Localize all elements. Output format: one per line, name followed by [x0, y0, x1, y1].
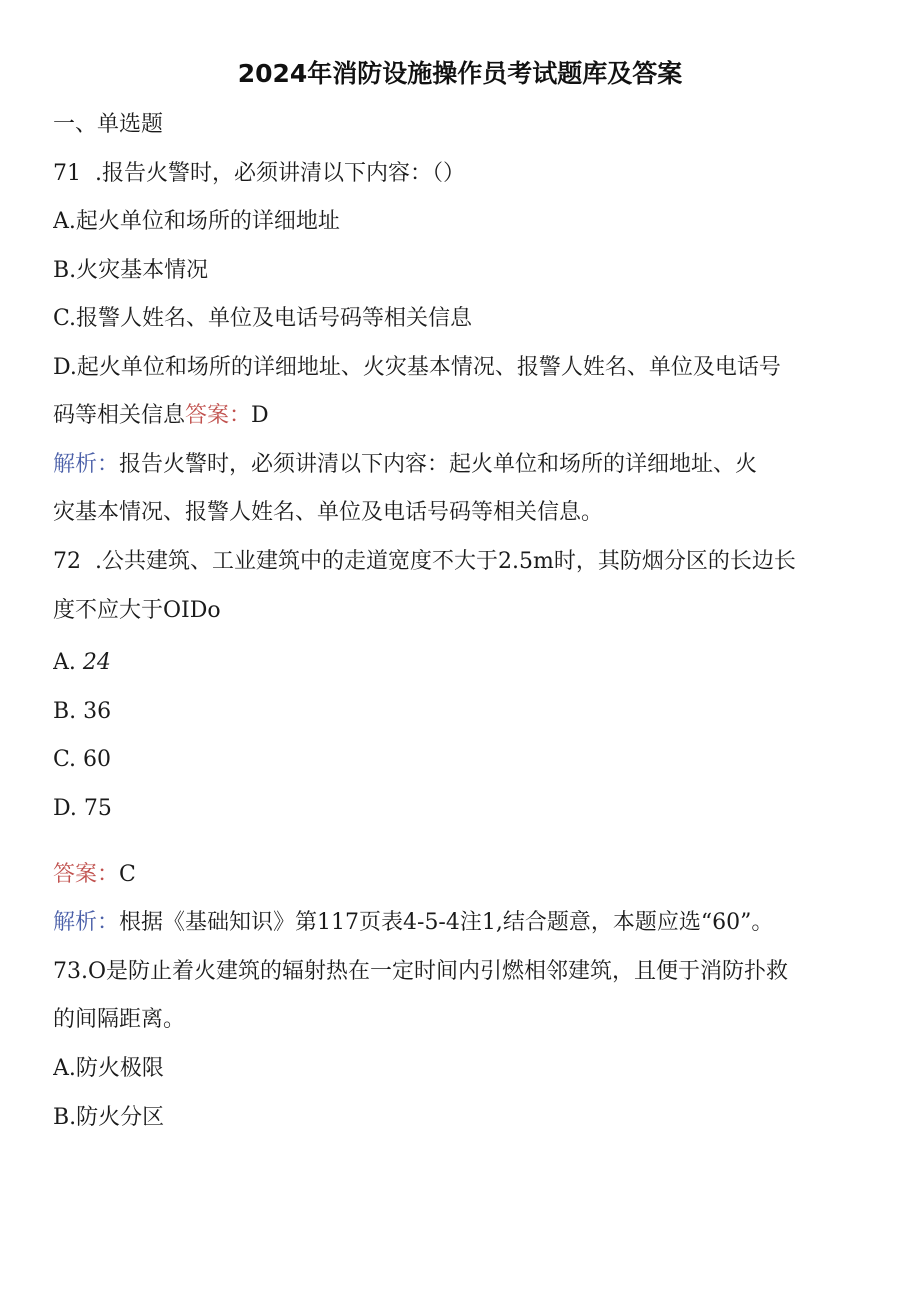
q72-option-c: C. 60: [53, 747, 112, 772]
q71-option-d-line2-with-answer: [53, 398, 873, 434]
q71-option-b: B.火灾基本情况: [53, 258, 209, 283]
q72-analysis-text: 根据《基础知识》第117页表4-5-4注1,结合题意，本题应选“60”。: [119, 910, 774, 935]
q71-analysis-label: 解析：: [53, 452, 120, 477]
q72-answer-value: C: [119, 862, 136, 887]
q72-analysis-label: 解析：: [53, 910, 120, 935]
q72-option-d: D. 75: [53, 796, 112, 821]
q72-answer: [53, 857, 873, 893]
q72-option-a-label: A.: [53, 650, 83, 675]
q72-option-a: [53, 645, 873, 681]
question-73-line2: 的间隔距离。: [53, 1007, 186, 1032]
q71-analysis-line1: [53, 447, 873, 483]
section-heading: 一、单选题: [53, 112, 164, 137]
q71-analysis-line2: 灾基本情况、报警人姓名、单位及电话号码等相关信息。: [53, 500, 604, 525]
q72-answer-label: 答案：: [53, 862, 120, 887]
question-72-line2: 度不应大于OIDo: [53, 598, 221, 623]
q71-option-c: C.报警人姓名、单位及电话号码等相关信息: [53, 306, 473, 331]
question-71: 71 .报告火警时，必须讲清以下内容：（）: [53, 161, 465, 186]
q73-option-a: A.防火极限: [53, 1056, 164, 1081]
document-title: 2024年消防设施操作员考试题库及答案: [237, 59, 683, 88]
q71-answer-label: 答案：: [185, 403, 252, 428]
q71-option-d-line1: D.起火单位和场所的详细地址、火灾基本情况、报警人姓名、单位及电话号: [53, 355, 781, 380]
q72-analysis: [53, 905, 873, 941]
q73-option-b: B.防火分区: [53, 1105, 165, 1130]
q71-option-a: A.起火单位和场所的详细地址: [53, 209, 340, 234]
question-72-line1: 72 .公共建筑、工业建筑中的走道宽度不大于2.5m时，其防烟分区的长边长: [53, 549, 796, 574]
q71-analysis-text1: 报告火警时，必须讲清以下内容：起火单位和场所的详细地址、火: [119, 452, 758, 477]
q72-option-a-value: 24: [82, 650, 111, 675]
question-73-line1: 73.O是防止着火建筑的辐射热在一定时间内引燃相邻建筑，且便于消防扑救: [53, 959, 789, 984]
q72-option-b: B. 36: [53, 699, 112, 724]
q71-answer-value: D: [251, 403, 269, 428]
q71-option-d-line2: 码等相关信息: [53, 403, 186, 428]
